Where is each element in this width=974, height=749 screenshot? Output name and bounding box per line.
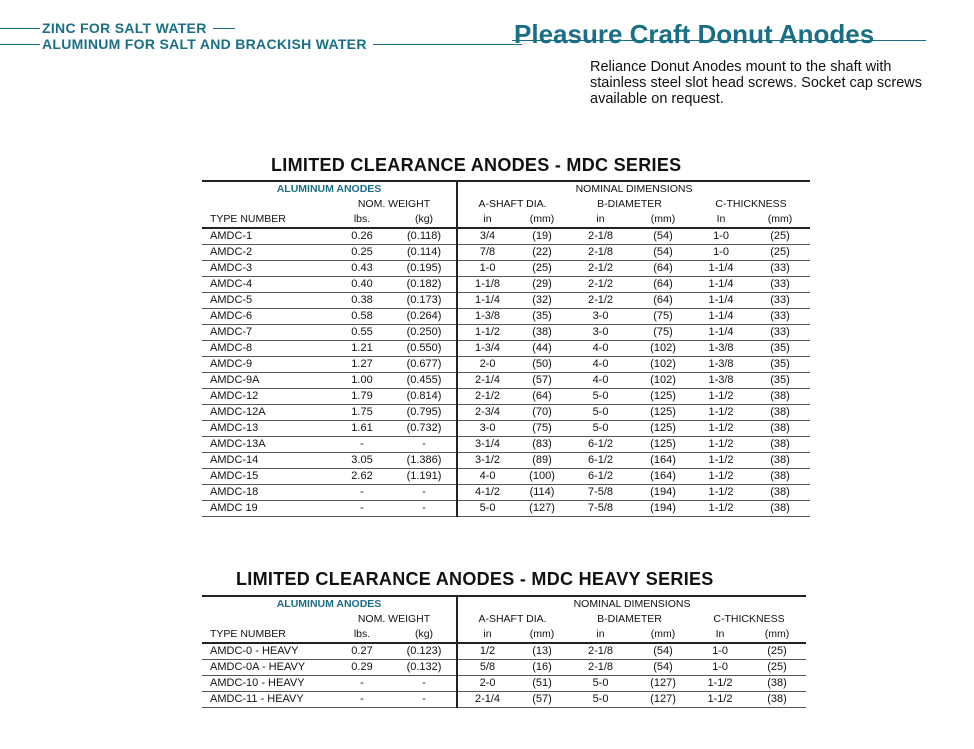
b-diameter-in-cell: 7-5/8 — [567, 485, 634, 501]
lbs-heading: lbs. — [332, 627, 392, 643]
type-number-cell: AMDC-11 - HEAVY — [202, 692, 332, 708]
c-thickness-mm-cell: (33) — [750, 293, 810, 309]
b-diameter-mm-cell: (75) — [634, 325, 692, 341]
b-diameter-in-cell: 6-1/2 — [567, 453, 634, 469]
weight-lbs-cell: - — [332, 501, 392, 517]
b-mm-heading: (mm) — [634, 627, 692, 643]
b-diameter-in-cell: 2-1/8 — [567, 660, 634, 676]
c-thickness-in-cell: 1-1/2 — [692, 469, 750, 485]
weight-lbs-cell: 1.79 — [332, 389, 392, 405]
type-number-cell: AMDC-9 — [202, 357, 332, 373]
weight-lbs-cell: 1.00 — [332, 373, 392, 389]
aluminum-anodes-heading: ALUMINUM ANODES — [202, 181, 457, 197]
type-number-cell: AMDC-6 — [202, 309, 332, 325]
b-diameter-in-cell: 5-0 — [567, 405, 634, 421]
a-shaft-in-cell: 4-1/2 — [457, 485, 517, 501]
a-in-heading: in — [457, 627, 517, 643]
c-thickness-mm-cell: (38) — [750, 453, 810, 469]
c-thickness-mm-cell: (38) — [748, 692, 806, 708]
c-thickness-mm-cell: (38) — [750, 485, 810, 501]
c-thickness-in-cell: 1-0 — [692, 245, 750, 261]
b-diameter-mm-cell: (64) — [634, 277, 692, 293]
b-diameter-in-cell: 2-1/8 — [567, 643, 634, 660]
a-shaft-mm-cell: (51) — [517, 676, 567, 692]
table-row — [202, 692, 806, 708]
table-row — [202, 341, 810, 357]
c-thickness-in-cell: 1-1/2 — [692, 421, 750, 437]
weight-kg-cell: (0.814) — [392, 389, 457, 405]
intro-text: Reliance Donut Anodes mount to the shaft with stainless steel slot head screws. Socket cap screws available on request. — [590, 59, 923, 107]
b-diameter-mm-cell: (54) — [634, 660, 692, 676]
type-number-heading: TYPE NUMBER — [202, 212, 332, 228]
type-number-cell: AMDC-10 - HEAVY — [202, 676, 332, 692]
b-diameter-mm-cell: (125) — [634, 405, 692, 421]
nominal-dimensions-heading: NOMINAL DIMENSIONS — [457, 596, 806, 612]
a-shaft-mm-cell: (114) — [517, 485, 567, 501]
c-thickness-mm-cell: (38) — [750, 389, 810, 405]
weight-lbs-cell: 0.27 — [332, 643, 392, 660]
weight-lbs-cell: - — [332, 676, 392, 692]
weight-lbs-cell: 1.75 — [332, 405, 392, 421]
c-thickness-mm-cell: (25) — [750, 245, 810, 261]
c-mm-heading: (mm) — [750, 212, 810, 228]
weight-kg-cell: (0.677) — [392, 357, 457, 373]
b-diameter-in-cell: 2-1/8 — [567, 228, 634, 245]
a-shaft-mm-cell: (19) — [517, 228, 567, 245]
weight-lbs-cell: 0.29 — [332, 660, 392, 676]
a-shaft-mm-cell: (38) — [517, 325, 567, 341]
a-shaft-mm-cell: (75) — [517, 421, 567, 437]
b-diameter-in-cell: 2-1/2 — [567, 277, 634, 293]
a-shaft-mm-cell: (29) — [517, 277, 567, 293]
weight-kg-cell: (0.250) — [392, 325, 457, 341]
a-shaft-mm-cell: (57) — [517, 692, 567, 708]
kg-heading: (kg) — [392, 212, 457, 228]
a-shaft-in-cell: 2-1/2 — [457, 389, 517, 405]
a-mm-heading: (mm) — [517, 212, 567, 228]
type-number-cell: AMDC 19 — [202, 501, 332, 517]
weight-kg-cell: (0.732) — [392, 421, 457, 437]
type-number-cell: AMDC-2 — [202, 245, 332, 261]
type-number-cell: AMDC-7 — [202, 325, 332, 341]
type-number-cell: AMDC-4 — [202, 277, 332, 293]
table-row — [202, 245, 810, 261]
b-diameter-mm-cell: (102) — [634, 357, 692, 373]
weight-lbs-cell: 0.38 — [332, 293, 392, 309]
header-aluminum-line: ALUMINUM FOR SALT AND BRACKISH WATER — [40, 37, 373, 52]
weight-lbs-cell: 0.40 — [332, 277, 392, 293]
c-thickness-in-cell: 1-0 — [692, 643, 748, 660]
a-shaft-mm-cell: (83) — [517, 437, 567, 453]
a-shaft-mm-cell: (35) — [517, 309, 567, 325]
type-number-cell: AMDC-13 — [202, 421, 332, 437]
b-diameter-mm-cell: (54) — [634, 643, 692, 660]
b-diameter-mm-cell: (64) — [634, 261, 692, 277]
c-thickness-in-cell: 1-1/4 — [692, 325, 750, 341]
type-number-cell: AMDC-15 — [202, 469, 332, 485]
c-thickness-heading: C-THICKNESS — [715, 198, 787, 210]
b-diameter-mm-cell: (127) — [634, 692, 692, 708]
type-number-cell: AMDC-0 - HEAVY — [202, 643, 332, 660]
a-shaft-mm-cell: (70) — [517, 405, 567, 421]
a-shaft-mm-cell: (25) — [517, 261, 567, 277]
table-row — [202, 309, 810, 325]
c-thickness-in-cell: 1-1/4 — [692, 277, 750, 293]
a-shaft-mm-cell: (32) — [517, 293, 567, 309]
a-shaft-in-cell: 5-0 — [457, 501, 517, 517]
weight-lbs-cell: 0.25 — [332, 245, 392, 261]
table-row — [202, 501, 810, 517]
nom-weight-heading: NOM. WEIGHT — [357, 613, 431, 625]
type-number-cell: AMDC-1 — [202, 228, 332, 245]
b-diameter-in-cell: 2-1/8 — [567, 245, 634, 261]
a-shaft-in-cell: 2-3/4 — [457, 405, 517, 421]
a-shaft-mm-cell: (50) — [517, 357, 567, 373]
c-thickness-mm-cell: (35) — [750, 341, 810, 357]
a-shaft-in-cell: 1-3/8 — [457, 309, 517, 325]
table-row — [202, 660, 806, 676]
mdc-series-table — [202, 180, 810, 517]
table-row — [202, 277, 810, 293]
a-mm-heading: (mm) — [517, 627, 567, 643]
weight-lbs-cell: 3.05 — [332, 453, 392, 469]
c-thickness-in-cell: 1-3/8 — [692, 373, 750, 389]
weight-kg-cell: (1.191) — [392, 469, 457, 485]
aluminum-anodes-heading: ALUMINUM ANODES — [202, 596, 457, 612]
b-in-heading: in — [567, 212, 634, 228]
b-diameter-in-cell: 2-1/2 — [567, 293, 634, 309]
b-diameter-mm-cell: (102) — [634, 373, 692, 389]
a-shaft-in-cell: 2-1/4 — [457, 692, 517, 708]
c-in-heading: In — [692, 627, 748, 643]
c-thickness-mm-cell: (38) — [748, 676, 806, 692]
a-in-heading: in — [457, 212, 517, 228]
b-diameter-in-cell: 5-0 — [567, 389, 634, 405]
b-diameter-mm-cell: (164) — [634, 453, 692, 469]
weight-lbs-cell: - — [332, 437, 392, 453]
a-shaft-in-cell: 1-0 — [457, 261, 517, 277]
b-diameter-mm-cell: (54) — [634, 245, 692, 261]
b-diameter-mm-cell: (125) — [634, 389, 692, 405]
table-row — [202, 469, 810, 485]
page-title: Pleasure Craft Donut Anodes — [514, 19, 875, 49]
c-thickness-mm-cell: (33) — [750, 325, 810, 341]
a-shaft-mm-cell: (13) — [517, 643, 567, 660]
table-row — [202, 421, 810, 437]
type-number-cell: AMDC-12 — [202, 389, 332, 405]
table-row — [202, 261, 810, 277]
b-diameter-mm-cell: (64) — [634, 293, 692, 309]
b-diameter-in-cell: 6-1/2 — [567, 437, 634, 453]
c-thickness-in-cell: 1-1/4 — [692, 309, 750, 325]
weight-kg-cell: - — [392, 485, 457, 501]
c-thickness-mm-cell: (25) — [748, 660, 806, 676]
type-number-heading: TYPE NUMBER — [202, 627, 332, 643]
a-shaft-heading: A-SHAFT DIA. — [457, 197, 567, 212]
b-diameter-mm-cell: (127) — [634, 676, 692, 692]
a-shaft-in-cell: 1-1/2 — [457, 325, 517, 341]
table-row — [202, 325, 810, 341]
weight-kg-cell: - — [392, 676, 457, 692]
table-row — [202, 357, 810, 373]
c-thickness-in-cell: 1-1/4 — [692, 261, 750, 277]
a-shaft-mm-cell: (127) — [517, 501, 567, 517]
weight-kg-cell: (0.195) — [392, 261, 457, 277]
c-thickness-in-cell: 1-1/2 — [692, 692, 748, 708]
header-zinc-line: ZINC FOR SALT WATER — [40, 21, 213, 36]
a-shaft-mm-cell: (44) — [517, 341, 567, 357]
weight-lbs-cell: 1.27 — [332, 357, 392, 373]
a-shaft-in-cell: 1-1/4 — [457, 293, 517, 309]
b-diameter-in-cell: 4-0 — [567, 373, 634, 389]
c-thickness-mm-cell: (33) — [750, 261, 810, 277]
a-shaft-in-cell: 3-0 — [457, 421, 517, 437]
b-diameter-mm-cell: (75) — [634, 309, 692, 325]
mdc-heavy-series-title: LIMITED CLEARANCE ANODES - MDC HEAVY SERIES — [236, 569, 714, 589]
b-diameter-in-cell: 3-0 — [567, 325, 634, 341]
b-diameter-in-cell: 5-0 — [567, 676, 634, 692]
c-thickness-mm-cell: (38) — [750, 437, 810, 453]
c-thickness-in-cell: 1-0 — [692, 660, 748, 676]
weight-kg-cell: (0.173) — [392, 293, 457, 309]
type-number-cell: AMDC-5 — [202, 293, 332, 309]
type-number-cell: AMDC-9A — [202, 373, 332, 389]
kg-heading: (kg) — [392, 627, 457, 643]
type-number-cell: AMDC-8 — [202, 341, 332, 357]
weight-kg-cell: (0.550) — [392, 341, 457, 357]
c-thickness-mm-cell: (25) — [750, 228, 810, 245]
c-thickness-mm-cell: (38) — [750, 501, 810, 517]
weight-kg-cell: (0.182) — [392, 277, 457, 293]
a-shaft-in-cell: 1-3/4 — [457, 341, 517, 357]
c-thickness-in-cell: 1-1/2 — [692, 405, 750, 421]
weight-lbs-cell: 0.55 — [332, 325, 392, 341]
c-thickness-heading: C-THICKNESS — [713, 613, 785, 625]
a-shaft-heading: A-SHAFT DIA. — [457, 612, 567, 627]
b-diameter-in-cell: 3-0 — [567, 309, 634, 325]
table-row — [202, 437, 810, 453]
table-row — [202, 676, 806, 692]
mdc-series-title: LIMITED CLEARANCE ANODES - MDC SERIES — [271, 155, 682, 175]
weight-kg-cell: (1.386) — [392, 453, 457, 469]
weight-kg-cell: (0.264) — [392, 309, 457, 325]
a-shaft-mm-cell: (64) — [517, 389, 567, 405]
weight-lbs-cell: 0.58 — [332, 309, 392, 325]
c-mm-heading: (mm) — [748, 627, 806, 643]
b-diameter-in-cell: 2-1/2 — [567, 261, 634, 277]
b-mm-heading: (mm) — [634, 212, 692, 228]
b-diameter-mm-cell: (164) — [634, 469, 692, 485]
c-thickness-mm-cell: (35) — [750, 357, 810, 373]
type-number-cell: AMDC-14 — [202, 453, 332, 469]
c-thickness-in-cell: 1-1/4 — [692, 293, 750, 309]
a-shaft-in-cell: 3-1/4 — [457, 437, 517, 453]
c-thickness-in-cell: 1-1/2 — [692, 676, 748, 692]
table-row — [202, 389, 810, 405]
table-row — [202, 228, 810, 245]
b-diameter-mm-cell: (102) — [634, 341, 692, 357]
c-thickness-in-cell: 1-1/2 — [692, 485, 750, 501]
nominal-dimensions-heading: NOMINAL DIMENSIONS — [457, 181, 810, 197]
a-shaft-in-cell: 2-0 — [457, 357, 517, 373]
table-row — [202, 293, 810, 309]
b-diameter-mm-cell: (54) — [634, 228, 692, 245]
b-diameter-mm-cell: (194) — [634, 501, 692, 517]
nom-weight-heading: NOM. WEIGHT — [357, 198, 431, 210]
a-shaft-mm-cell: (57) — [517, 373, 567, 389]
type-number-cell: AMDC-12A — [202, 405, 332, 421]
type-number-cell: AMDC-3 — [202, 261, 332, 277]
weight-lbs-cell: 1.21 — [332, 341, 392, 357]
b-diameter-in-cell: 7-5/8 — [567, 501, 634, 517]
b-in-heading: in — [567, 627, 634, 643]
b-diameter-heading: B-DIAMETER — [597, 198, 662, 210]
weight-lbs-cell: - — [332, 692, 392, 708]
c-in-heading: In — [692, 212, 750, 228]
b-diameter-in-cell: 6-1/2 — [567, 469, 634, 485]
b-diameter-in-cell: 5-0 — [567, 692, 634, 708]
table-row — [202, 453, 810, 469]
type-number-cell: AMDC-13A — [202, 437, 332, 453]
b-diameter-in-cell: 4-0 — [567, 357, 634, 373]
c-thickness-mm-cell: (33) — [750, 277, 810, 293]
weight-lbs-cell: 0.26 — [332, 228, 392, 245]
c-thickness-mm-cell: (33) — [750, 309, 810, 325]
weight-kg-cell: - — [392, 692, 457, 708]
c-thickness-mm-cell: (25) — [748, 643, 806, 660]
weight-kg-cell: (0.795) — [392, 405, 457, 421]
a-shaft-in-cell: 2-1/4 — [457, 373, 517, 389]
c-thickness-mm-cell: (38) — [750, 421, 810, 437]
weight-kg-cell: (0.114) — [392, 245, 457, 261]
a-shaft-in-cell: 2-0 — [457, 676, 517, 692]
a-shaft-mm-cell: (22) — [517, 245, 567, 261]
b-diameter-mm-cell: (125) — [634, 421, 692, 437]
c-thickness-mm-cell: (35) — [750, 373, 810, 389]
c-thickness-in-cell: 1-3/8 — [692, 357, 750, 373]
weight-kg-cell: (0.132) — [392, 660, 457, 676]
weight-lbs-cell: 0.43 — [332, 261, 392, 277]
c-thickness-mm-cell: (38) — [750, 469, 810, 485]
weight-kg-cell: - — [392, 501, 457, 517]
b-diameter-mm-cell: (194) — [634, 485, 692, 501]
c-thickness-in-cell: 1-1/2 — [692, 437, 750, 453]
table-row — [202, 643, 806, 660]
weight-kg-cell: (0.123) — [392, 643, 457, 660]
a-shaft-in-cell: 1/2 — [457, 643, 517, 660]
c-thickness-in-cell: 1-1/2 — [692, 453, 750, 469]
a-shaft-in-cell: 3/4 — [457, 228, 517, 245]
table-row — [202, 373, 810, 389]
a-shaft-in-cell: 5/8 — [457, 660, 517, 676]
type-number-cell: AMDC-18 — [202, 485, 332, 501]
c-thickness-mm-cell: (38) — [750, 405, 810, 421]
weight-lbs-cell: - — [332, 485, 392, 501]
weight-kg-cell: (0.118) — [392, 228, 457, 245]
a-shaft-mm-cell: (100) — [517, 469, 567, 485]
weight-lbs-cell: 1.61 — [332, 421, 392, 437]
a-shaft-mm-cell: (89) — [517, 453, 567, 469]
c-thickness-in-cell: 1-3/8 — [692, 341, 750, 357]
weight-lbs-cell: 2.62 — [332, 469, 392, 485]
lbs-heading: lbs. — [332, 212, 392, 228]
b-diameter-in-cell: 4-0 — [567, 341, 634, 357]
b-diameter-mm-cell: (125) — [634, 437, 692, 453]
weight-kg-cell: (0.455) — [392, 373, 457, 389]
mdc-heavy-series-table — [202, 595, 806, 708]
table-row — [202, 405, 810, 421]
c-thickness-in-cell: 1-1/2 — [692, 501, 750, 517]
a-shaft-in-cell: 1-1/8 — [457, 277, 517, 293]
a-shaft-mm-cell: (16) — [517, 660, 567, 676]
b-diameter-heading: B-DIAMETER — [597, 613, 662, 625]
weight-kg-cell: - — [392, 437, 457, 453]
c-thickness-in-cell: 1-1/2 — [692, 389, 750, 405]
b-diameter-in-cell: 5-0 — [567, 421, 634, 437]
c-thickness-in-cell: 1-0 — [692, 228, 750, 245]
a-shaft-in-cell: 7/8 — [457, 245, 517, 261]
a-shaft-in-cell: 3-1/2 — [457, 453, 517, 469]
table-row — [202, 485, 810, 501]
type-number-cell: AMDC-0A - HEAVY — [202, 660, 332, 676]
a-shaft-in-cell: 4-0 — [457, 469, 517, 485]
